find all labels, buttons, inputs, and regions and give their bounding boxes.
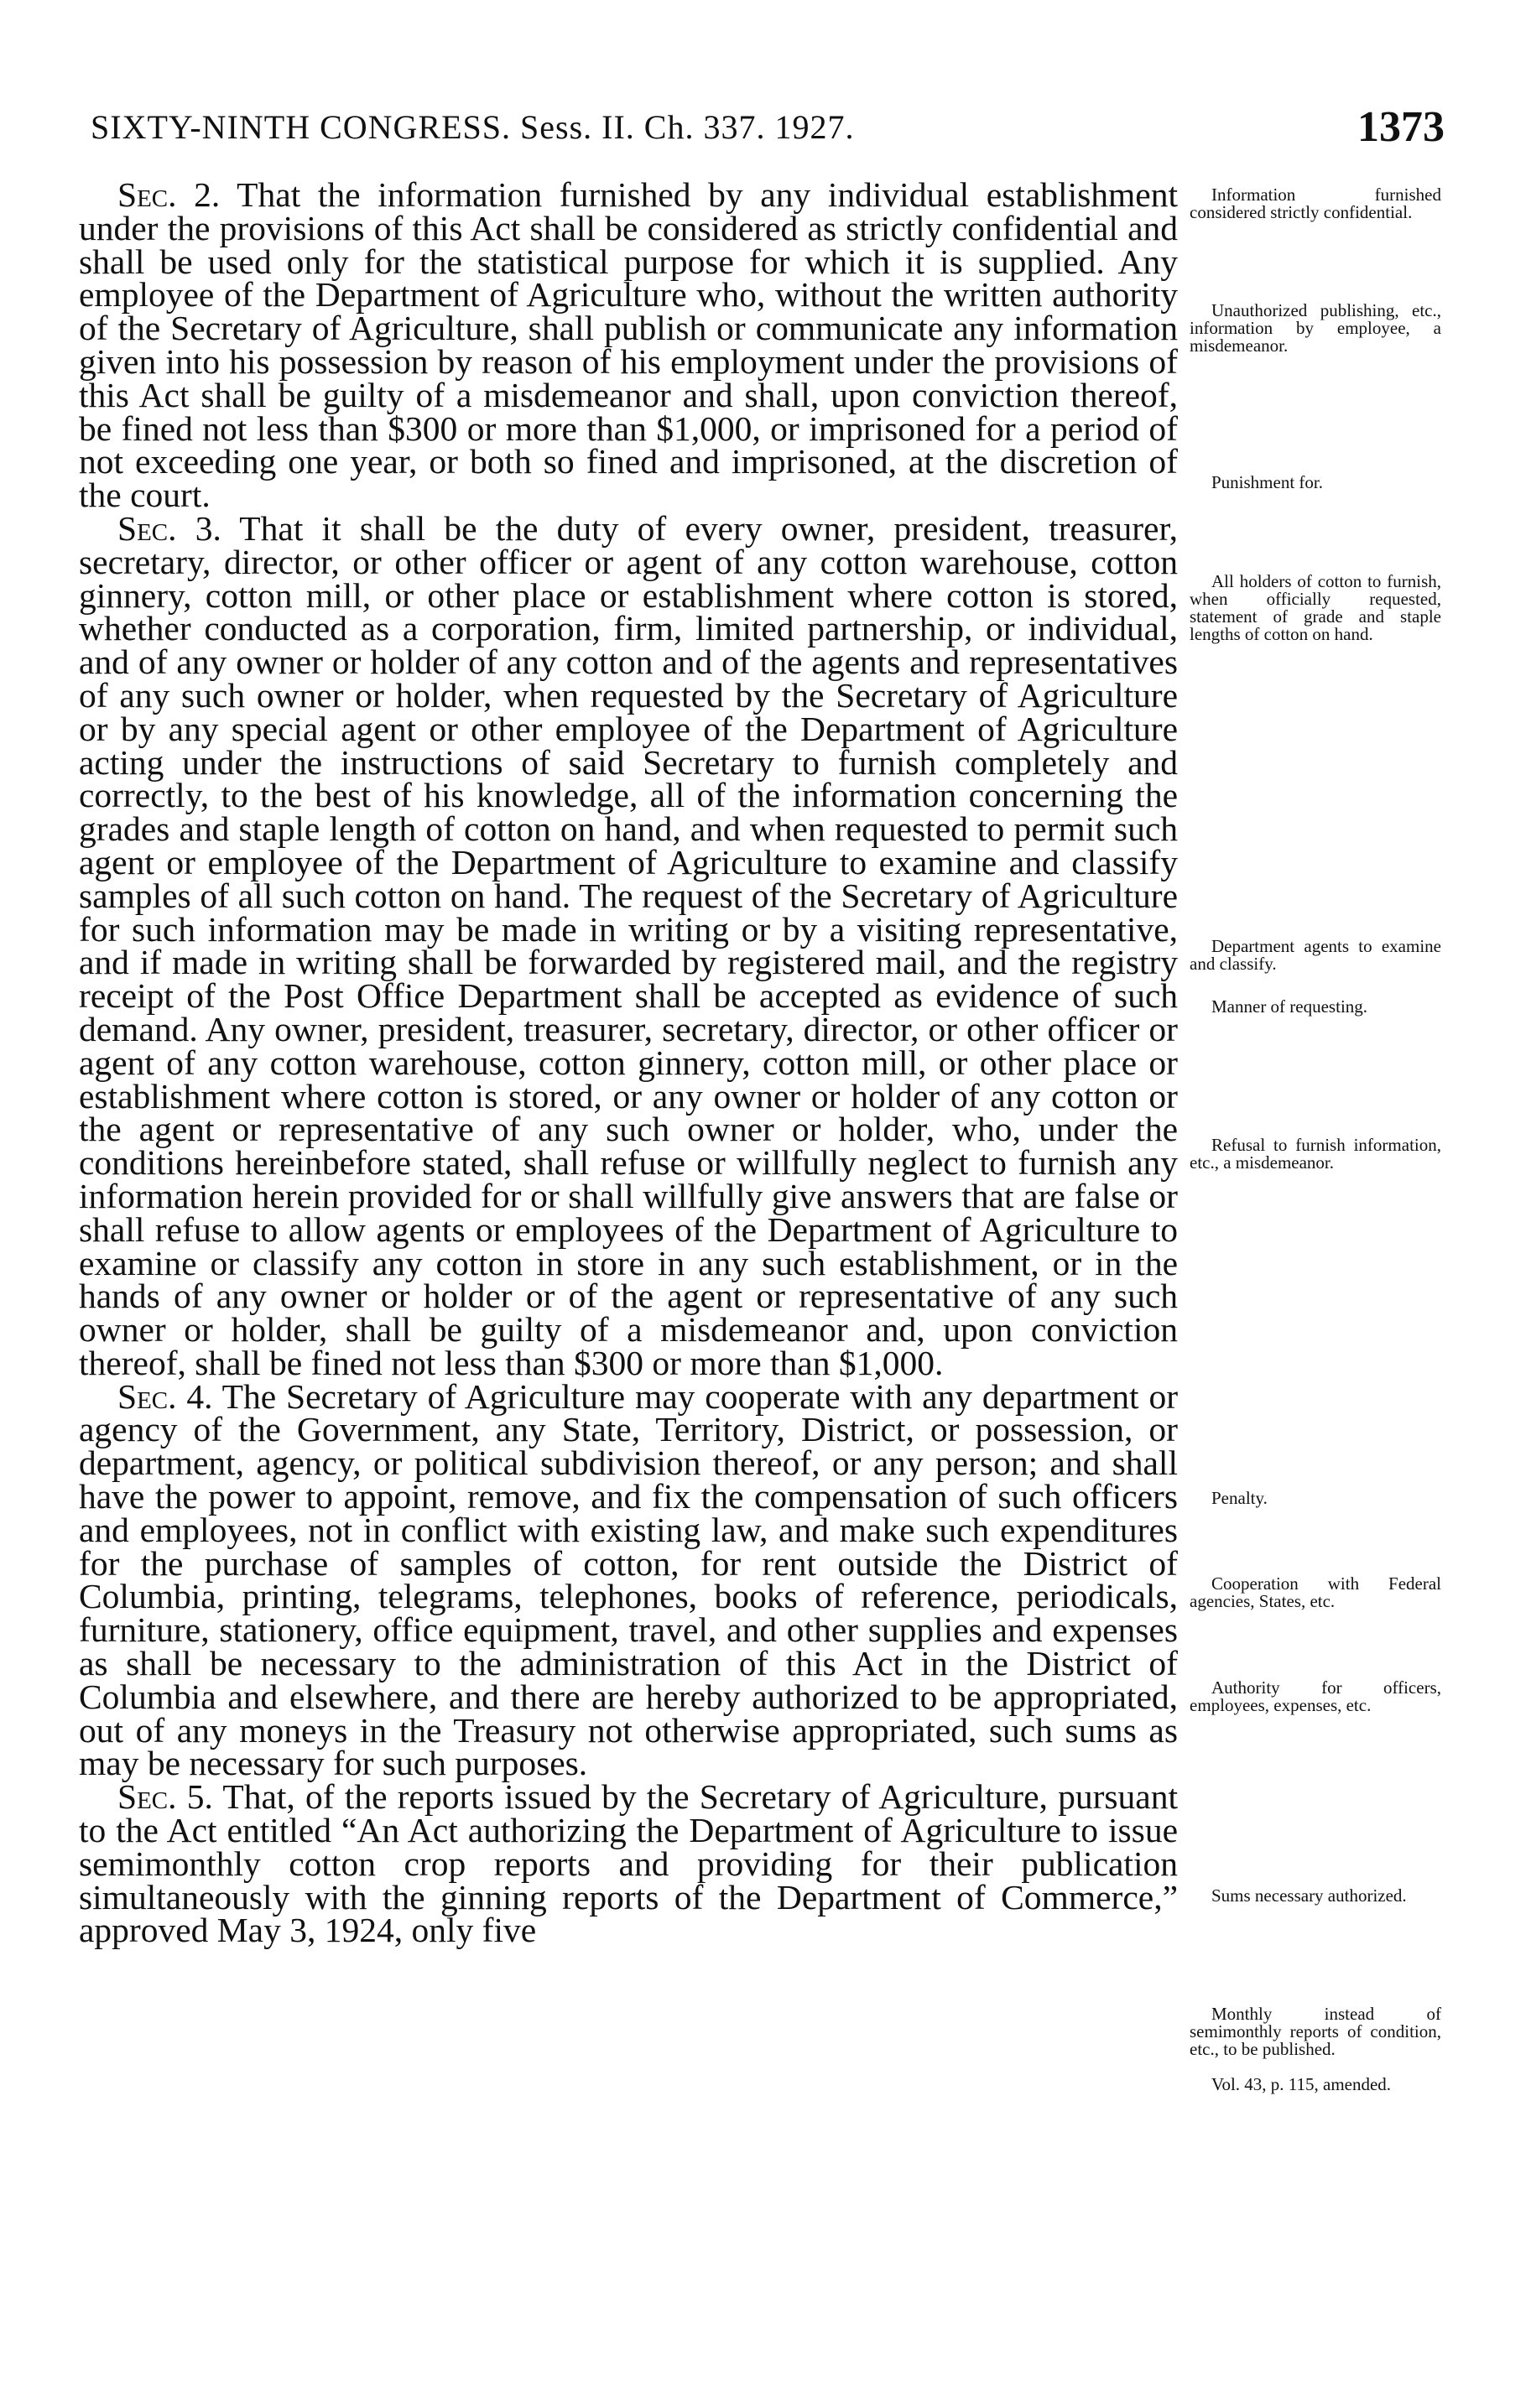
margin-note-sums-necessary: Sums necessary authorized.	[1211, 1885, 1407, 1906]
statute-body	[79, 175, 1179, 1950]
section-2	[79, 175, 1178, 515]
running-head: SIXTY-NINTH CONGRESS. Sess. II. Ch. 337. 1927.	[91, 108, 855, 146]
margin-note-monthly-reports: Monthly instead of semimonthly reports of condition, etc., to be published.	[1190, 2004, 1441, 2059]
margin-note-manner-of-requesting: Manner of requesting.	[1211, 996, 1368, 1017]
section-4	[79, 1376, 1179, 1783]
section-text: That it shall be the duty of every owner, president, treasurer, secretary, director, or other officer or agent of any cotton warehouse, cotton ginnery, cotton mill, or other place or establishment where cotton is stored, whether conducted as a corporation, firm, limited partnership, or individual, and of any owner or holder of any cotton and of the agents and representatives of any such owner or holder, when requested by the Secretary of Agriculture or by any special agent or other employee of the Department of Agriculture acting under the instructions of said Secretary to furnish completely and correctly, to the best of his knowledge, all of the information concerning the grades and staple length of cotton on hand, and when requested to permit such agent or employee of the Department of Agriculture to examine and classify samples of all such cotton on hand. The request of the Secretary of Agriculture for such information may be made in writing or by a visiting representative, and if made in writing shall be forwarded by registered mail, and the registry receipt of the Post Office Department shall be accepted as evidence of such demand. Any owner, president, treasurer, secretary, director, or other officer or agent of any cotton warehouse, cotton ginnery, cotton mill, or other place or establishment where cotton is stored, or any owner or holder of any cotton or the agent or representative of any such owner or holder, who, under the conditions hereinbefore stated, shall refuse or willfully neglect to furnish any information herein provided for or shall willfully give answers that are false or shall refuse to allow agents or employees of the Department of Agriculture to examine or classify any cotton in store in any such establishment, or in the hands of any owner or holder or of the agent or representative of any such owner or holder, shall be guilty of a misdemeanor and, upon conviction thereof, shall be fined not less than $300 or more than $1,000.	[79, 508, 1178, 1382]
margin-note-vol-reference: Vol. 43, p. 115, amended.	[1211, 2074, 1392, 2094]
page-number: 1373	[1357, 103, 1445, 151]
page-header	[91, 103, 1445, 166]
margin-note-cooperation: Cooperation with Federal agencies, States, etc.	[1190, 1573, 1441, 1611]
section-label: Sec. 2.	[117, 175, 221, 214]
section-label: Sec. 4.	[117, 1376, 213, 1416]
section-label: Sec. 5.	[117, 1777, 213, 1817]
section-5	[79, 1777, 1179, 1950]
margin-note-penalty: Penalty.	[1211, 1488, 1268, 1508]
section-3	[79, 508, 1178, 1382]
section-label: Sec. 3.	[117, 508, 221, 548]
margin-note-authority: Authority for officers, employees, expenses, etc.	[1190, 1677, 1441, 1715]
margin-note-confidential: Information furnished considered strictly confidential.	[1190, 185, 1441, 222]
margin-note-department-agents: Department agents to examine and classify.	[1190, 936, 1441, 974]
section-text: That, of the reports issued by the Secretary of Agriculture, pursuant to the Act entitled “An Act authorizing the Department of Agriculture to issue semimonthly cotton crop reports and providing for their publication simultaneously with the ginning reports of the Department of Commerce,” approved May 3, 1924, only five	[79, 1777, 1179, 1950]
margin-note-refusal: Refusal to furnish information, etc., a misdemeanor.	[1190, 1135, 1441, 1173]
section-text: That the information furnished by any individual establishment under the provisions of this Act shall be considered as strictly confidential and shall be used only for the statistical purpose for which it is supplied. Any employee of the Department of Agriculture who, without the written authority of the Secretary of Agriculture, shall publish or communicate any information given into his possession by reason of his employment under the provisions of this Act shall be guilty of a misdemeanor and shall, upon conviction thereof, be fined not less than $300 or more than $1,000, or imprisoned for a period of not exceeding one year, or both so fined and imprisoned, at the discretion of the court.	[79, 175, 1178, 515]
margin-note-holders-of-cotton: All holders of cotton to furnish, when officially requested, statement of grade and staple lengths of cotton on hand.	[1190, 571, 1441, 644]
margin-note-unauthorized-publishing: Unauthorized publishing, etc., information by employee, a misdemeanor.	[1190, 300, 1441, 356]
margin-note-punishment: Punishment for.	[1211, 472, 1324, 492]
section-text: The Secretary of Agriculture may cooperate with any department or agency of the Government, any State, Territory, District, or possession, or department, agency, or political subdivision thereof, or any person; and shall have the power to appoint, remove, and fix the compensation of such officers and employees, not in conflict with existing law, and make such expenditures for the purchase of samples of cotton, for rent outside the District of Columbia, printing, telegrams, telephones, books of reference, periodicals, furniture, stationery, office equipment, travel, and other supplies and expenses as shall be necessary to the administration of this Act in the District of Columbia and elsewhere, and there are hereby authorized to be appropriated, out of any moneys in the Treasury not otherwise appropriated, such sums as may be necessary for such purposes.	[79, 1376, 1179, 1783]
